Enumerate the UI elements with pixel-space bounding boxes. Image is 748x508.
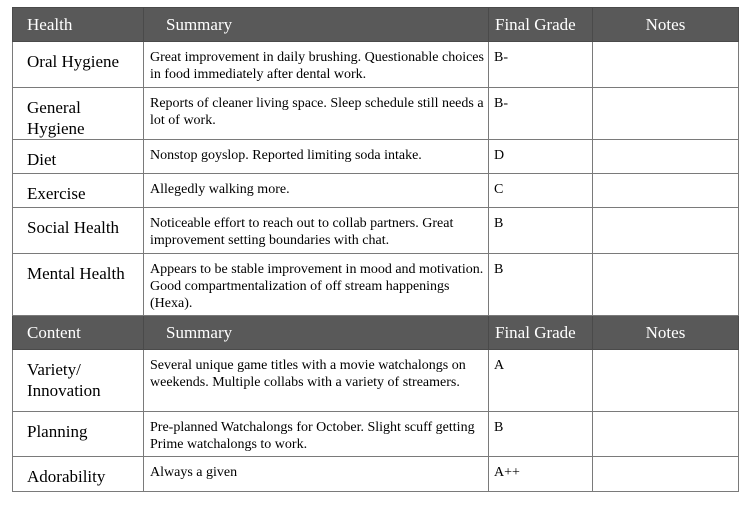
row-category: Social Health bbox=[13, 208, 144, 254]
row-summary: Reports of cleaner living space. Sleep schedule still needs a lot of work. bbox=[144, 88, 489, 140]
table-row bbox=[13, 88, 739, 140]
row-summary: Always a given bbox=[144, 457, 489, 492]
row-category: Mental Health bbox=[13, 254, 144, 316]
row-summary: Noticeable effort to reach out to collab partners. Great improvement setting boundaries with chat. bbox=[144, 208, 489, 254]
column-header-notes: Notes bbox=[593, 8, 739, 42]
row-grade: C bbox=[489, 174, 593, 208]
row-category: Adorability bbox=[13, 457, 144, 492]
row-notes bbox=[593, 457, 739, 492]
section-header-health bbox=[13, 8, 739, 42]
row-grade: B- bbox=[489, 42, 593, 88]
column-header-grade: Final Grade bbox=[489, 8, 593, 42]
row-summary: Appears to be stable improvement in mood and motivation. Good compartmentalization of off stream happenings (Hexa). bbox=[144, 254, 489, 316]
row-summary: Several unique game titles with a movie watchalongs on weekends. Multiple collabs with a variety of streamers. bbox=[144, 350, 489, 412]
row-category: Diet bbox=[13, 140, 144, 174]
row-notes bbox=[593, 208, 739, 254]
row-notes bbox=[593, 174, 739, 208]
row-grade: A++ bbox=[489, 457, 593, 492]
column-header-grade: Final Grade bbox=[489, 316, 593, 350]
row-notes bbox=[593, 350, 739, 412]
row-category: Planning bbox=[13, 412, 144, 457]
row-notes bbox=[593, 88, 739, 140]
row-category: Oral Hygiene bbox=[13, 42, 144, 88]
row-category: Variety/ Innovation bbox=[13, 350, 144, 412]
row-notes bbox=[593, 254, 739, 316]
row-grade: B bbox=[489, 254, 593, 316]
row-category: Exercise bbox=[13, 174, 144, 208]
row-grade: B- bbox=[489, 88, 593, 140]
row-summary: Pre-planned Watchalongs for October. Slight scuff getting Prime watchalongs to work. bbox=[144, 412, 489, 457]
table-row bbox=[13, 208, 739, 254]
table-row bbox=[13, 42, 739, 88]
row-category: General Hygiene bbox=[13, 88, 144, 140]
column-header-notes: Notes bbox=[593, 316, 739, 350]
report-card-table bbox=[12, 7, 739, 492]
row-grade: A bbox=[489, 350, 593, 412]
row-summary: Great improvement in daily brushing. Questionable choices in food immediately after dental work. bbox=[144, 42, 489, 88]
column-header-summary: Summary bbox=[144, 316, 489, 350]
table-row bbox=[13, 254, 739, 316]
row-notes bbox=[593, 42, 739, 88]
column-header-category: Content bbox=[13, 316, 144, 350]
table-row bbox=[13, 350, 739, 412]
row-grade: B bbox=[489, 208, 593, 254]
table-row bbox=[13, 174, 739, 208]
row-summary: Allegedly walking more. bbox=[144, 174, 489, 208]
table-row bbox=[13, 457, 739, 492]
row-summary: Nonstop goyslop. Reported limiting soda intake. bbox=[144, 140, 489, 174]
row-notes bbox=[593, 140, 739, 174]
column-header-category: Health bbox=[13, 8, 144, 42]
section-header-content bbox=[13, 316, 739, 350]
row-grade: B bbox=[489, 412, 593, 457]
table-row bbox=[13, 412, 739, 457]
column-header-summary: Summary bbox=[144, 8, 489, 42]
row-notes bbox=[593, 412, 739, 457]
row-grade: D bbox=[489, 140, 593, 174]
table-row bbox=[13, 140, 739, 174]
